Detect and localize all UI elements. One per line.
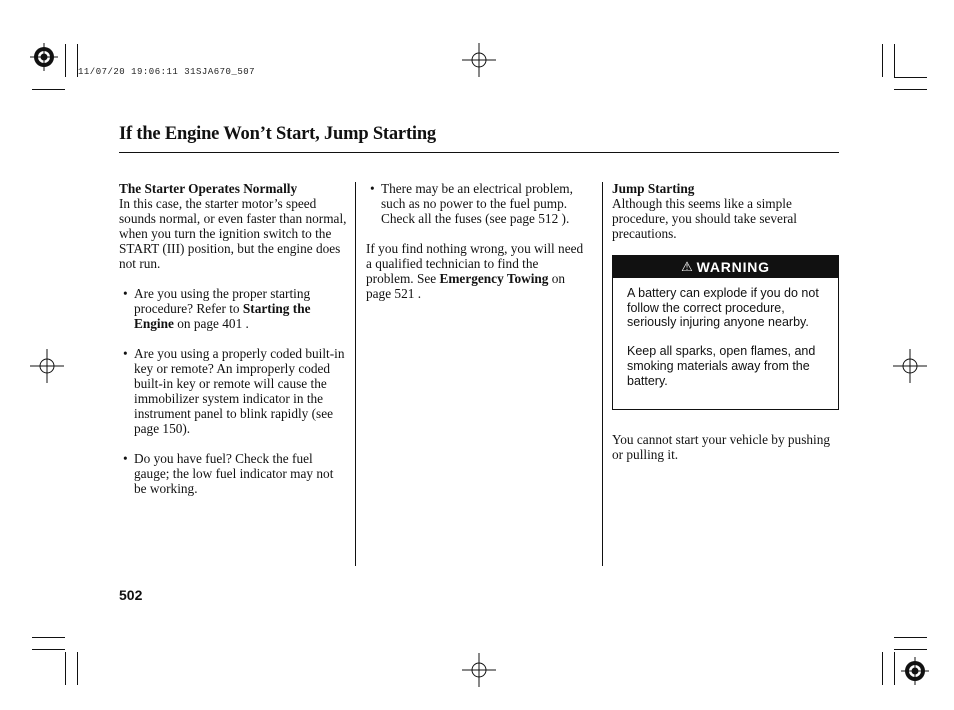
crosshair-top: [462, 43, 496, 77]
warning-triangle-icon: ⚠: [681, 259, 694, 274]
registration-target-top-left: [30, 43, 60, 73]
warning-text-1: A battery can explode if you do not follow the correct procedure, seriously injuring anyone nearby.: [627, 286, 819, 330]
column-3: [612, 181, 838, 241]
registration-target-bottom-right: [901, 657, 931, 687]
title-rule: [119, 152, 839, 153]
jump-outro: You cannot start your vehicle by pushing or pulling it.: [612, 432, 831, 462]
page-title: If the Engine Won’t Start, Jump Starting: [119, 124, 436, 144]
jump-intro: Although this seems like a simple procedure, you should take several precautions.: [612, 196, 797, 241]
list-item: • Are you using the proper starting procedure? Refer to Starting the Engine on page 401 .: [123, 286, 311, 331]
column-2: [366, 181, 588, 301]
warning-header: [613, 256, 838, 278]
column-divider-1: [355, 182, 356, 566]
list-item: • Are you using a properly coded built-in key or remote? An improperly coded built-in key or remote will cause the immobilizer system indicator in the instrument panel to blink rapidly (see page 150).: [123, 346, 345, 436]
column-divider-2: [602, 182, 603, 566]
page-number: 502: [119, 587, 143, 603]
warning-box: [612, 255, 839, 410]
print-stamp: 11/07/20 19:06:11 31SJA670_507: [78, 67, 256, 77]
list-item: • Do you have fuel? Check the fuel gauge; the low fuel indicator may not be working.: [123, 451, 334, 496]
crosshair-bottom: [462, 653, 496, 687]
warning-text-2: Keep all sparks, open flames, and smoking materials away from the battery.: [627, 344, 816, 388]
list-item: • There may be an electrical problem, such as no power to the fuel pump. Check all the fuses (see page 512 ).: [370, 181, 573, 226]
towing-paragraph: If you find nothing wrong, you will need a qualified technician to find the problem. See Emergency Towing on page 521 .: [366, 241, 584, 301]
warning-label: WARNING: [696, 259, 770, 275]
starter-intro: In this case, the starter motor’s speed sounds normal, or even faster than normal, when you turn the ignition switch to the START (III) position, but the engine does not run.: [119, 196, 347, 271]
crosshair-right: [893, 349, 927, 383]
column-1: [119, 181, 349, 496]
section-heading-starter: The Starter Operates Normally: [119, 181, 298, 196]
crosshair-left: [30, 349, 64, 383]
section-heading-jump: Jump Starting: [612, 181, 695, 196]
